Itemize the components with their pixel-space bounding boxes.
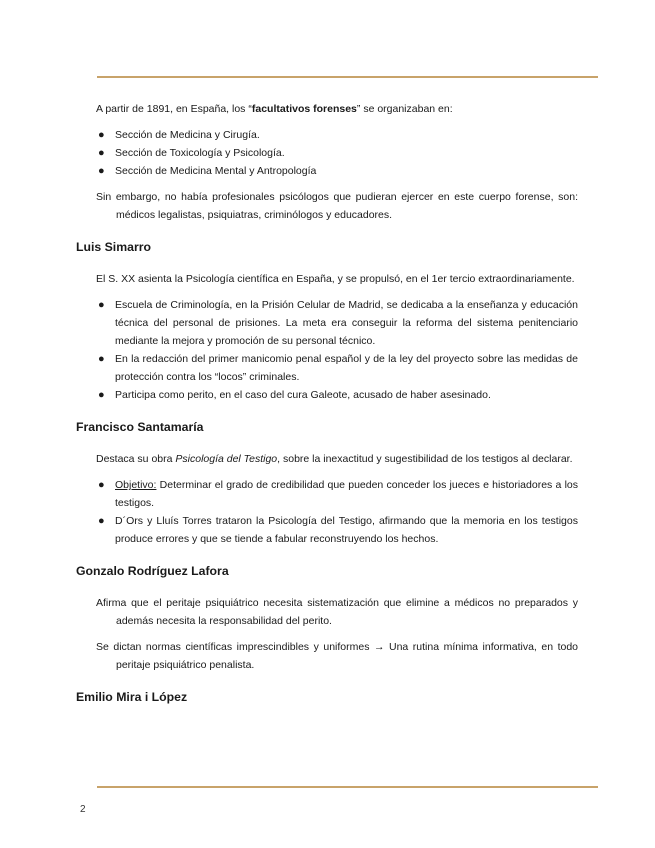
book-title: Psicología del Testigo xyxy=(175,453,278,465)
heading-mira: Emilio Mira i López xyxy=(76,690,188,704)
bullet-icon: ● xyxy=(98,165,105,177)
bullet-icon: ● xyxy=(98,299,105,311)
list-item: ● D´Ors y Lluís Torres trataron la Psicología del Testigo, afirmando que la memoria en los testigos produce errores y que se tiende a fabular reconstruyendo los hechos. xyxy=(96,512,578,548)
simarro-paragraph: El S. XX asienta la Psicología científica en España, y se propulsó, en el 1er tercio extraordinariamente. xyxy=(96,273,575,285)
header-divider xyxy=(97,76,598,78)
objetivo-label: Objetivo: xyxy=(115,479,157,491)
document-body xyxy=(76,100,578,706)
list-item: ● Sección de Toxicología y Psicología. xyxy=(96,144,578,162)
bullet-icon: ● xyxy=(98,129,105,141)
intro-paragraph xyxy=(96,100,578,118)
page-number: 2 xyxy=(80,804,86,815)
bullet-icon: ● xyxy=(98,353,105,365)
intro-prefix: A partir de 1891, en España, los “ xyxy=(96,103,252,115)
heading-lafora: Gonzalo Rodríguez Lafora xyxy=(76,564,229,578)
heading-simarro: Luis Simarro xyxy=(76,240,151,254)
list-item: ● Participa como perito, en el caso del cura Galeote, acusado de haber asesinado. xyxy=(96,386,578,404)
intro-bold-term: facultativos forenses xyxy=(251,103,357,115)
list-item: ● Objetivo: Determinar el grado de credibilidad que pueden conceder los jueces e historiadores a los testigos. xyxy=(96,476,578,512)
simarro-list xyxy=(96,296,578,404)
footer-divider xyxy=(97,786,598,788)
sin-embargo-paragraph: Sin embargo, no había profesionales psicólogos que pudieran ejercer en este cuerpo forense, son: médicos legalistas, psiquiatras, criminólogos y educadores. xyxy=(96,191,578,221)
list-item: ● Sección de Medicina Mental y Antropología xyxy=(96,162,578,180)
santamaria-paragraph: Destaca su obra Psicología del Testigo, sobre la inexactitud y sugestibilidad de los testigos al declarar. xyxy=(96,453,573,465)
heading-santamaria: Francisco Santamaría xyxy=(76,420,204,434)
intro-suffix: ” se organizaban en: xyxy=(356,103,453,115)
bullet-icon: ● xyxy=(98,479,105,491)
lafora-paragraph-2: Se dictan normas científicas imprescindibles y uniformes → Una rutina mínima informativa, en todo peritaje psiquiátrico penalista. xyxy=(96,641,578,671)
bullet-icon: ● xyxy=(98,389,105,401)
list-item: ● En la redacción del primer manicomio penal español y de la ley del proyecto sobre las medidas de protección contra los “locos” criminales. xyxy=(96,350,578,386)
list-item: ● Sección de Medicina y Cirugía. xyxy=(96,126,578,144)
bullet-icon: ● xyxy=(98,147,105,159)
bullet-icon: ● xyxy=(98,515,105,527)
santamaria-list xyxy=(96,476,578,548)
list-item: ● Escuela de Criminología, en la Prisión Celular de Madrid, se dedicaba a la enseñanza y educación técnica del personal de prisiones. La meta era conseguir la reforma del sistema penitenciario mediante la mejora y promoción de su personal técnico. xyxy=(96,296,578,350)
lafora-paragraph-1: Afirma que el peritaje psiquiátrico necesita sistematización que elimine a médicos no preparados y además necesita la responsabilidad del perito. xyxy=(96,597,578,627)
sections-list xyxy=(96,126,578,180)
